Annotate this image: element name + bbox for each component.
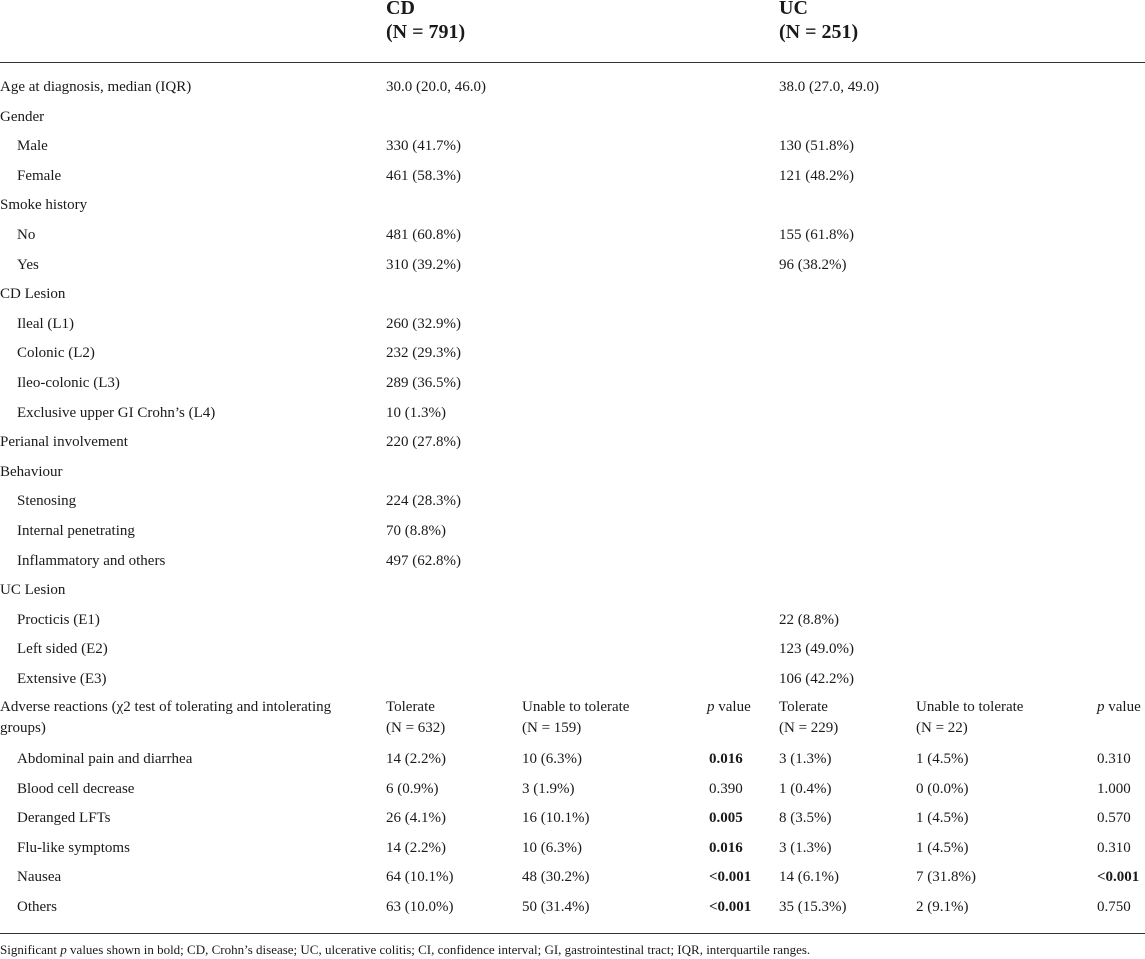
uc-value: 38.0 (27.0, 49.0) xyxy=(779,79,879,95)
cd-value: 30.0 (20.0, 46.0) xyxy=(386,79,486,95)
cd-tolerate-n: (N = 632) xyxy=(386,720,446,736)
cd-unable-value: 10 (6.3%) xyxy=(522,840,582,856)
uc-p-value: 0.570 xyxy=(1097,810,1131,826)
p-suffix: value xyxy=(1104,699,1141,715)
footnote-post: values shown in bold; CD, Crohn’s disease; UC, ulcerative colitis; CI, confidence interval; GI, gastrointestinal tract; IQR, interquartile ranges. xyxy=(66,942,811,957)
row-label: No xyxy=(17,227,36,243)
uc-value: 106 (42.2%) xyxy=(779,671,854,687)
uc-p-value: <0.001 xyxy=(1097,869,1140,885)
row-label: UC Lesion xyxy=(0,582,66,598)
uc-tolerate-value: 3 (1.3%) xyxy=(779,751,832,767)
footnote-pre: Significant xyxy=(0,942,61,957)
uc-tolerate-n: (N = 229) xyxy=(779,720,839,736)
uc-unable-n: (N = 22) xyxy=(916,720,968,736)
row-label: Left sided (E2) xyxy=(17,641,108,657)
p-symbol: p xyxy=(1097,699,1105,715)
row-label: Procticis (E1) xyxy=(17,612,100,628)
uc-p-value: 0.310 xyxy=(1097,751,1131,767)
row-label: Stenosing xyxy=(17,493,77,509)
cd-tolerate-value: 14 (2.2%) xyxy=(386,751,446,767)
cd-column-title: CD xyxy=(386,0,415,19)
cd-unable-n: (N = 159) xyxy=(522,720,582,736)
p-suffix: value xyxy=(714,699,751,715)
row-label: Yes xyxy=(17,257,39,273)
row-label: CD Lesion xyxy=(0,286,66,302)
footnote-p: p xyxy=(60,942,67,957)
uc-unable-value: 0 (0.0%) xyxy=(916,781,969,797)
uc-unable-value: 7 (31.8%) xyxy=(916,869,976,885)
row-label: Exclusive upper GI Crohn’s (L4) xyxy=(17,405,216,421)
uc-tolerate-value: 3 (1.3%) xyxy=(779,840,832,856)
cd-tolerate-value: 26 (4.1%) xyxy=(386,810,446,826)
uc-value: 22 (8.8%) xyxy=(779,612,839,628)
cd-value: 497 (62.8%) xyxy=(386,553,461,569)
cd-tolerate-value: 14 (2.2%) xyxy=(386,840,446,856)
uc-unable-value: 1 (4.5%) xyxy=(916,751,969,767)
cd-p-value: 0.016 xyxy=(709,840,743,856)
row-label: Smoke history xyxy=(0,197,88,213)
cd-tolerate-value: 6 (0.9%) xyxy=(386,781,439,797)
cd-p-value-header xyxy=(707,699,751,716)
cd-value: 330 (41.7%) xyxy=(386,138,461,154)
header-rule xyxy=(0,62,1145,63)
row-label: Gender xyxy=(0,109,45,125)
adverse-item-label: Others xyxy=(17,899,57,915)
adverse-item-label: Abdominal pain and diarrhea xyxy=(17,751,193,767)
row-label: Perianal involvement xyxy=(0,434,128,450)
cd-p-value: 0.005 xyxy=(709,810,743,826)
cd-value: 481 (60.8%) xyxy=(386,227,461,243)
cd-unable-value: 3 (1.9%) xyxy=(522,781,575,797)
uc-tolerate-value: 14 (6.1%) xyxy=(779,869,839,885)
cd-unable-value: 48 (30.2%) xyxy=(522,869,590,885)
row-label: Behaviour xyxy=(0,464,63,480)
table-footnote xyxy=(0,942,810,958)
footer-rule xyxy=(0,933,1145,934)
cd-value: 310 (39.2%) xyxy=(386,257,461,273)
uc-column-n: (N = 251) xyxy=(779,21,859,43)
uc-p-value: 0.310 xyxy=(1097,840,1131,856)
uc-p-value: 0.750 xyxy=(1097,899,1131,915)
row-label: Colonic (L2) xyxy=(17,345,95,361)
uc-value: 130 (51.8%) xyxy=(779,138,854,154)
cd-p-value: <0.001 xyxy=(709,899,752,915)
cd-tolerate-value: 63 (10.0%) xyxy=(386,899,454,915)
row-label: Female xyxy=(17,168,62,184)
uc-p-value-header xyxy=(1097,699,1141,716)
row-label: Ileo-colonic (L3) xyxy=(17,375,120,391)
uc-value: 121 (48.2%) xyxy=(779,168,854,184)
cd-value: 232 (29.3%) xyxy=(386,345,461,361)
p-symbol: p xyxy=(707,699,715,715)
uc-p-value: 1.000 xyxy=(1097,781,1131,797)
cd-unable-header: Unable to tolerate xyxy=(522,699,630,715)
uc-unable-header: Unable to tolerate xyxy=(916,699,1024,715)
cd-tolerate-header: Tolerate xyxy=(386,699,435,715)
row-label: Ileal (L1) xyxy=(17,316,75,332)
cd-p-value: <0.001 xyxy=(709,869,752,885)
uc-value: 123 (49.0%) xyxy=(779,641,854,657)
adverse-label-line2: groups) xyxy=(0,720,46,736)
cd-value: 220 (27.8%) xyxy=(386,434,461,450)
uc-column-title: UC xyxy=(779,0,808,19)
cd-value: 260 (32.9%) xyxy=(386,316,461,332)
cd-value: 289 (36.5%) xyxy=(386,375,461,391)
uc-tolerate-value: 35 (15.3%) xyxy=(779,899,847,915)
uc-value: 96 (38.2%) xyxy=(779,257,847,273)
cd-tolerate-value: 64 (10.1%) xyxy=(386,869,454,885)
cd-unable-value: 10 (6.3%) xyxy=(522,751,582,767)
adverse-item-label: Blood cell decrease xyxy=(17,781,135,797)
uc-unable-value: 1 (4.5%) xyxy=(916,810,969,826)
cd-value: 224 (28.3%) xyxy=(386,493,461,509)
cd-unable-value: 50 (31.4%) xyxy=(522,899,590,915)
uc-value: 155 (61.8%) xyxy=(779,227,854,243)
cd-unable-value: 16 (10.1%) xyxy=(522,810,590,826)
uc-unable-value: 1 (4.5%) xyxy=(916,840,969,856)
adverse-item-label: Flu-like symptoms xyxy=(17,840,130,856)
cd-p-value: 0.390 xyxy=(709,781,743,797)
row-label: Age at diagnosis, median (IQR) xyxy=(0,79,192,95)
adverse-label-line1: Adverse reactions (χ2 test of tolerating and intolerating xyxy=(0,699,332,715)
row-label: Internal penetrating xyxy=(17,523,135,539)
adverse-item-label: Deranged LFTs xyxy=(17,810,111,826)
adverse-item-label: Nausea xyxy=(17,869,62,885)
row-label: Inflammatory and others xyxy=(17,553,166,569)
uc-unable-value: 2 (9.1%) xyxy=(916,899,969,915)
row-label: Male xyxy=(17,138,48,154)
cd-value: 70 (8.8%) xyxy=(386,523,446,539)
cd-p-value: 0.016 xyxy=(709,751,743,767)
uc-tolerate-value: 1 (0.4%) xyxy=(779,781,832,797)
uc-tolerate-header: Tolerate xyxy=(779,699,828,715)
cd-value: 10 (1.3%) xyxy=(386,405,446,421)
cd-column-n: (N = 791) xyxy=(386,21,466,43)
uc-tolerate-value: 8 (3.5%) xyxy=(779,810,832,826)
cd-value: 461 (58.3%) xyxy=(386,168,461,184)
row-label: Extensive (E3) xyxy=(17,671,107,687)
